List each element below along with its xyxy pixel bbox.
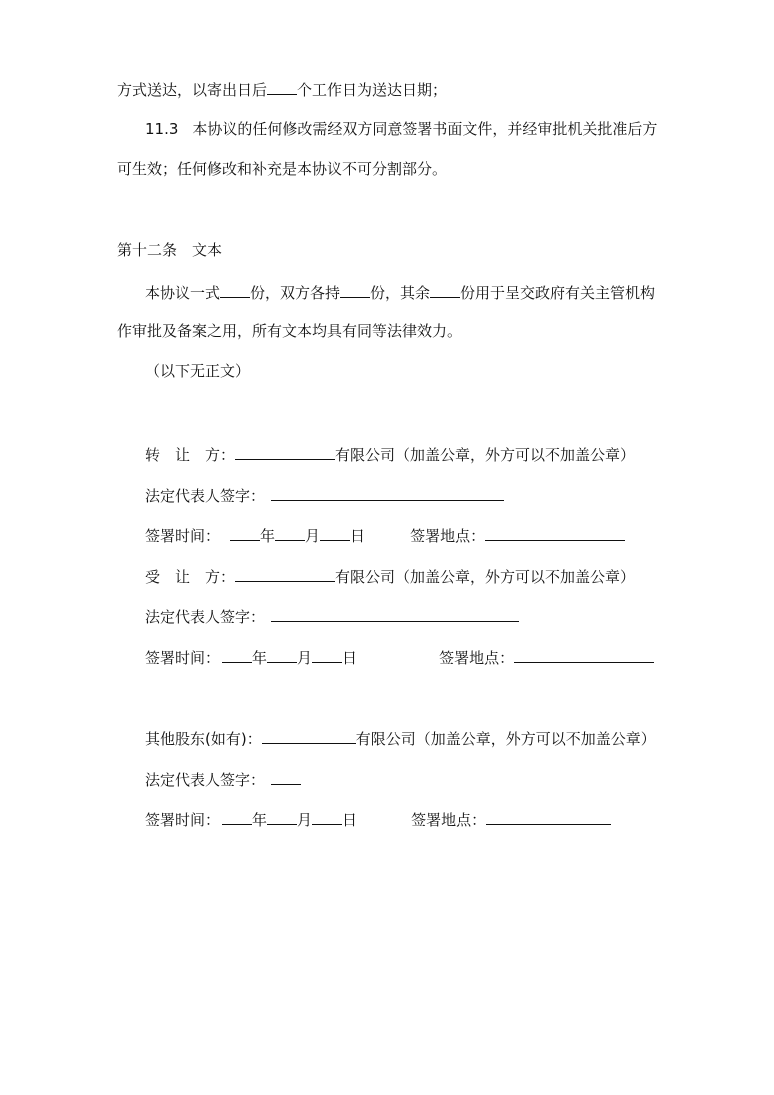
end-of-text-note: （以下无正文） <box>145 362 251 380</box>
other-year-label: 年 <box>252 811 268 829</box>
other-shareholder-suffix: 有限公司（加盖公章，外方可以不加盖公章） <box>355 730 656 748</box>
transferor-rep-label: 法定代表人签字： <box>145 487 266 505</box>
article-12-heading: 第十二条 文本 <box>117 241 223 259</box>
article-12-para1 <box>145 281 655 303</box>
transferee-year-label: 年 <box>252 649 268 667</box>
transferee-rep-line <box>145 605 519 627</box>
clause-11-3-line2: 可生效；任何修改和补充是本协议不可分割部分。 <box>117 160 448 178</box>
other-shareholder-label: 其他股东(如有)： <box>145 730 262 748</box>
other-shareholder-line <box>145 727 656 749</box>
blank-days <box>267 78 297 95</box>
clause-11-3-line1 <box>145 119 657 139</box>
other-rep-signature-field[interactable] <box>271 768 301 785</box>
transferee-suffix: 有限公司（加盖公章，外方可以不加盖公章） <box>335 568 636 586</box>
transferee-day-label: 日 <box>342 649 358 667</box>
transferor-day-field[interactable] <box>320 524 350 541</box>
sec11-line1 <box>117 78 447 100</box>
other-rep-line <box>145 768 301 790</box>
p1-part-b: 份，双方各持 <box>250 284 341 302</box>
p1-part-a: 本协议一式 <box>145 284 221 302</box>
transferor-month-field[interactable] <box>275 524 305 541</box>
transferor-year-label: 年 <box>260 527 276 545</box>
other-month-field[interactable] <box>267 808 297 825</box>
other-place-label: 签署地点： <box>411 811 487 829</box>
transferee-month-label: 月 <box>297 649 313 667</box>
blank-copies-rest <box>430 281 460 298</box>
transferor-suffix: 有限公司（加盖公章，外方可以不加盖公章） <box>335 446 636 464</box>
transferor-place-label: 签署地点： <box>410 527 486 545</box>
other-month-label: 月 <box>297 811 313 829</box>
other-time-label: 签署时间： <box>145 811 221 829</box>
transferee-year-field[interactable] <box>222 646 252 663</box>
other-day-field[interactable] <box>312 808 342 825</box>
transferee-rep-signature-field[interactable] <box>271 605 519 622</box>
transferee-name-field[interactable] <box>235 565 335 582</box>
transferee-rep-label: 法定代表人签字： <box>145 608 266 626</box>
transferee-place-field[interactable] <box>514 646 654 663</box>
sec11-line1-pre: 方式送达，以寄出日后 <box>117 81 268 99</box>
transferor-place-field[interactable] <box>485 524 625 541</box>
other-shareholder-name-field[interactable] <box>262 727 356 744</box>
other-time-line <box>145 808 611 830</box>
p1-part-c: 份，其余 <box>370 284 431 302</box>
transferor-rep-line <box>145 484 504 506</box>
transferor-line <box>145 443 635 465</box>
transferee-time-label: 签署时间： <box>145 649 221 667</box>
blank-copies-total <box>220 281 250 298</box>
other-day-label: 日 <box>342 811 358 829</box>
sec11-line1-post: 个工作日为送达日期； <box>297 81 448 99</box>
transferor-day-label: 日 <box>350 527 366 545</box>
transferee-month-field[interactable] <box>267 646 297 663</box>
transferee-line <box>145 565 635 587</box>
blank-copies-each <box>340 281 370 298</box>
transferee-day-field[interactable] <box>312 646 342 663</box>
transferee-label: 受 让 方： <box>145 568 236 586</box>
article-12-para2: 作审批及备案之用，所有文本均具有同等法律效力。 <box>117 322 463 340</box>
other-place-field[interactable] <box>486 808 611 825</box>
transferor-rep-signature-field[interactable] <box>271 484 504 501</box>
transferor-time-label: 签署时间： <box>145 527 221 545</box>
transferor-time-line <box>145 524 625 546</box>
p1-part-d: 份用于呈交政府有关主管机构 <box>460 284 656 302</box>
transferee-time-line <box>145 646 654 668</box>
transferor-month-label: 月 <box>305 527 321 545</box>
transferee-place-label: 签署地点： <box>439 649 515 667</box>
other-year-field[interactable] <box>222 808 252 825</box>
transferor-label: 转 让 方： <box>145 446 236 464</box>
clause-11-3-number: 11.3 <box>145 120 179 138</box>
clause-11-3-text1: 本协议的任何修改需经双方同意签署书面文件，并经审批机关批准后方 <box>192 120 658 138</box>
transferor-name-field[interactable] <box>235 443 335 460</box>
transferor-year-field[interactable] <box>230 524 260 541</box>
other-rep-label: 法定代表人签字： <box>145 771 266 789</box>
